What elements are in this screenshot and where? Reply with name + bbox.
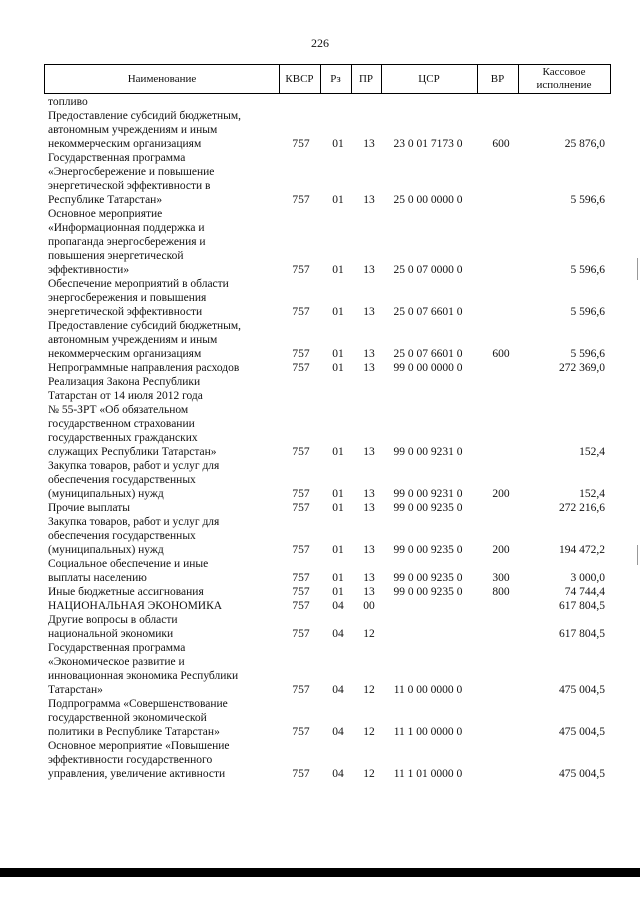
cell-rz: 01 [332,306,344,318]
row-name-line: национальной экономики [48,628,174,640]
cell-csr: 11 1 00 0000 0 [393,726,463,738]
cell-csr: 11 0 00 0000 0 [393,684,463,696]
cell-vr: 200 [492,488,510,500]
row-name-line: некоммерческим организациям [48,348,202,360]
row-name [48,361,276,375]
cell-rz: 01 [332,572,344,584]
cell-csr: 25 0 00 0000 0 [393,194,463,206]
cell-pr: 13 [363,194,375,206]
row-name-line: топливо [48,96,88,108]
table-row [0,277,640,319]
table-row [0,109,640,151]
row-name-line: государственных гражданских [48,432,198,444]
cell-kvsr: 757 [292,502,310,514]
cell-rz: 01 [332,586,344,598]
row-name-line: Закупка товаров, работ и услуг для [48,460,220,472]
cell-kvsr: 757 [292,194,310,206]
cell-rz: 04 [332,684,344,696]
table-row [0,319,640,361]
table-row [0,515,640,557]
cell-vr: 600 [492,348,510,360]
row-name [48,641,276,697]
cell-pr: 13 [363,502,375,514]
cell-kvsr: 757 [292,572,310,584]
cell-amount: 5 596,6 [570,264,605,276]
cell-amount: 3 000,0 [570,572,605,584]
row-name-line: Прочие выплаты [48,502,131,514]
row-name-line: Иные бюджетные ассигнования [48,586,204,598]
cell-csr: 11 1 01 0000 0 [393,768,463,780]
cell-csr: 99 0 00 9235 0 [393,572,463,584]
row-name-line: эффективности» [48,264,130,276]
row-name-line: энергетической эффективности [48,306,203,318]
cell-csr: 25 0 07 6601 0 [393,348,463,360]
cell-amount: 152,4 [579,446,605,458]
row-name-line: Социальное обеспечение и иные [48,558,209,570]
cell-kvsr: 757 [292,684,310,696]
table-row [0,641,640,697]
header-name: Наименование [127,72,197,85]
cell-pr: 12 [363,768,375,780]
row-name-line: автономным учреждениям и иным [48,124,218,136]
row-name-line: обеспечения государственных [48,474,196,486]
row-name-line: Татарстан» [48,684,103,696]
cell-pr: 13 [363,446,375,458]
cell-amount: 617 804,5 [559,628,605,640]
cell-pr: 00 [363,600,375,612]
row-name-line: Подпрограмма «Совершенствование [48,698,228,710]
table-row [0,375,640,459]
row-name-line: Государственная программа [48,642,186,654]
row-name [48,375,276,459]
cell-pr: 12 [363,628,375,640]
cell-rz: 01 [332,264,344,276]
table-row [0,585,640,599]
header-amount-line1: Кассовое [542,66,586,78]
cell-kvsr: 757 [292,586,310,598]
table-row [0,739,640,781]
row-name-line: Основное мероприятие «Повышение [48,740,230,752]
cell-pr: 13 [363,264,375,276]
row-name-line: «Энергосбережение и повышение [48,166,215,178]
cell-csr: 99 0 00 9231 0 [393,488,463,500]
table-row [0,361,640,375]
row-name-line: «Информационная поддержка и [48,222,205,234]
row-name-line: эффективности государственного [48,754,213,766]
cell-amount: 194 472,2 [559,544,605,556]
row-name [48,207,276,277]
cell-pr: 13 [363,138,375,150]
cell-rz: 01 [332,194,344,206]
row-name [48,277,276,319]
cell-rz: 04 [332,726,344,738]
cell-csr: 99 0 00 9235 0 [393,586,463,598]
header-rz: Рз [330,72,341,85]
cell-amount: 74 744,4 [564,586,605,598]
table-row [0,501,640,515]
cell-kvsr: 757 [292,138,310,150]
cell-pr: 12 [363,684,375,696]
cell-csr: 23 0 01 7173 0 [393,138,463,150]
cell-kvsr: 757 [292,768,310,780]
cell-kvsr: 757 [292,306,310,318]
table-body [0,95,640,840]
cell-rz: 01 [332,502,344,514]
row-name [48,151,276,207]
cell-pr: 13 [363,362,375,374]
cell-kvsr: 757 [292,488,310,500]
cell-pr: 13 [363,572,375,584]
cell-amount: 475 004,5 [559,768,605,780]
cell-kvsr: 757 [292,446,310,458]
row-name [48,613,276,641]
row-name [48,697,276,739]
row-name-line: № 55-ЗРТ «Об обязательном [48,404,189,416]
row-name [48,599,276,613]
row-name-line: энергетической эффективности в [48,180,211,192]
cell-kvsr: 757 [292,348,310,360]
cell-kvsr: 757 [292,362,310,374]
header-vr: ВР [490,72,505,85]
table-row [0,207,640,277]
row-name-line: Другие вопросы в области [48,614,178,626]
row-name [48,109,276,151]
cell-rz: 01 [332,488,344,500]
row-name-line: Государственная программа [48,152,186,164]
cell-rz: 04 [332,600,344,612]
cell-vr: 600 [492,138,510,150]
row-name [48,319,276,361]
cell-rz: 01 [332,348,344,360]
table-row [0,557,640,585]
cell-csr: 25 0 07 6601 0 [393,306,463,318]
cell-vr: 800 [492,586,510,598]
cell-csr: 99 0 00 9235 0 [393,502,463,514]
row-name-line: энергосбережения и повышения [48,292,207,304]
row-name-line: некоммерческим организациям [48,138,202,150]
row-name-line: Предоставление субсидий бюджетным, [48,320,242,332]
row-name-line: управления, увеличение активности [48,768,226,780]
row-name-line: Обеспечение мероприятий в области [48,278,229,290]
cell-kvsr: 757 [292,544,310,556]
row-name-line: Реализация Закона Республики [48,376,201,388]
table-header [44,64,611,94]
cell-kvsr: 757 [292,628,310,640]
cell-amount: 272 369,0 [559,362,605,374]
row-name-line: Закупка товаров, работ и услуг для [48,516,220,528]
header-amount-line2: исполнение [536,79,592,91]
cell-pr: 13 [363,544,375,556]
row-name-line: автономным учреждениям и иным [48,334,218,346]
table-row [0,95,640,109]
row-name [48,501,276,515]
row-name [48,585,276,599]
cell-rz: 04 [332,768,344,780]
row-name [48,515,276,557]
row-name [48,95,276,109]
cell-pr: 13 [363,586,375,598]
page-number: 226 [311,36,329,50]
row-name-line: служащих Республики Татарстан» [48,446,217,458]
header-kvsr: КВСР [285,72,314,85]
cell-amount: 475 004,5 [559,684,605,696]
row-name-line: (муниципальных) нужд [48,544,164,556]
table-row [0,151,640,207]
cell-kvsr: 757 [292,264,310,276]
cell-csr: 99 0 00 9231 0 [393,446,463,458]
cell-rz: 04 [332,628,344,640]
row-name [48,459,276,501]
cell-csr: 99 0 00 9235 0 [393,544,463,556]
cell-pr: 13 [363,306,375,318]
header-pr: ПР [358,72,374,85]
cell-rz: 01 [332,138,344,150]
cell-vr: 200 [492,544,510,556]
row-name-line: пропаганда энергосбережения и [48,236,206,248]
scan-footer-bar [0,868,640,877]
row-name-line: Республике Татарстан» [48,194,163,206]
cell-rz: 01 [332,362,344,374]
cell-amount: 5 596,6 [570,194,605,206]
cell-pr: 12 [363,726,375,738]
cell-amount: 272 216,6 [559,502,605,514]
cell-vr: 300 [492,572,510,584]
row-name-line: (муниципальных) нужд [48,488,164,500]
header-csr: ЦСР [418,72,440,85]
row-name-line: Основное мероприятие [48,208,163,220]
row-name [48,739,276,781]
row-name [48,557,276,585]
row-name-line: Предоставление субсидий бюджетным, [48,110,242,122]
row-name-line: государственной экономической [48,712,207,724]
cell-amount: 25 876,0 [564,138,605,150]
cell-pr: 13 [363,488,375,500]
row-name-line: политики в Республике Татарстан» [48,726,220,738]
cell-kvsr: 757 [292,600,310,612]
scan-edge-mark [637,258,638,280]
table-row [0,697,640,739]
row-name-line: обеспечения государственных [48,530,196,542]
cell-csr: 25 0 07 0000 0 [393,264,463,276]
table-row [0,613,640,641]
cell-rz: 01 [332,544,344,556]
row-name-line: инновационная экономика Республики [48,670,239,682]
table-row [0,599,640,613]
cell-amount: 617 804,5 [559,600,605,612]
cell-amount: 5 596,6 [570,306,605,318]
cell-amount: 152,4 [579,488,605,500]
header-amount [518,65,610,93]
row-name-line: повышения энергетической [48,250,184,262]
row-name-line: государственном страховании [48,418,195,430]
cell-csr: 99 0 00 0000 0 [393,362,463,374]
row-name-line: «Экономическое развитие и [48,656,185,668]
row-name-line: Татарстан от 14 июля 2012 года [48,390,203,402]
row-name-line: выплаты населению [48,572,147,584]
cell-pr: 13 [363,348,375,360]
row-name-line: НАЦИОНАЛЬНАЯ ЭКОНОМИКА [48,600,223,612]
cell-rz: 01 [332,446,344,458]
table-row [0,459,640,501]
row-name-line: Непрограммные направления расходов [48,362,240,374]
cell-amount: 5 596,6 [570,348,605,360]
scan-edge-mark [637,545,638,565]
cell-kvsr: 757 [292,726,310,738]
cell-amount: 475 004,5 [559,726,605,738]
